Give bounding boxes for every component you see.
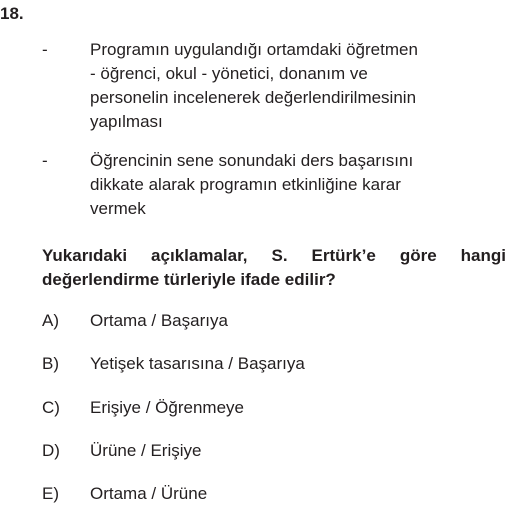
dash-marker: - <box>42 151 48 170</box>
dash-marker: - <box>42 40 48 59</box>
option-text: Erişiye / Öğrenmeye <box>90 398 244 417</box>
statement-text: Programın uygulandığı ortamdaki öğretmen - öğrenci, okul - yönetici, donanım ve personelin incelenerek değerlendirilmesinin yapılması <box>90 40 418 131</box>
option-letter: C) <box>42 398 60 417</box>
answer-option-c[interactable] <box>42 397 502 419</box>
statement-item <box>42 149 512 221</box>
statement-text: Öğrencinin sene sonundaki ders başarısını dikkate alarak programın etkinliğine karar vermek <box>90 151 414 218</box>
answer-option-a[interactable] <box>42 310 502 332</box>
statement-item <box>42 38 512 134</box>
option-text: Yetişek tasarısına / Başarıya <box>90 354 305 373</box>
question-prompt: Yukarıdaki açıklamalar, S. Ertürk’e göre hangi değerlendirme türleriyle ifade edilir? <box>42 246 506 289</box>
answer-option-b[interactable] <box>42 353 502 375</box>
option-letter: B) <box>42 354 59 373</box>
option-text: Ürüne / Erişiye <box>90 441 202 460</box>
option-text: Ortama / Başarıya <box>90 311 228 330</box>
answer-option-d[interactable] <box>42 440 502 462</box>
answer-option-e[interactable] <box>42 483 502 505</box>
option-text: Ortama / Ürüne <box>90 484 208 503</box>
option-letter: E) <box>42 484 59 503</box>
option-letter: D) <box>42 441 60 460</box>
option-letter: A) <box>42 311 59 330</box>
question-number: 18. <box>0 4 24 23</box>
